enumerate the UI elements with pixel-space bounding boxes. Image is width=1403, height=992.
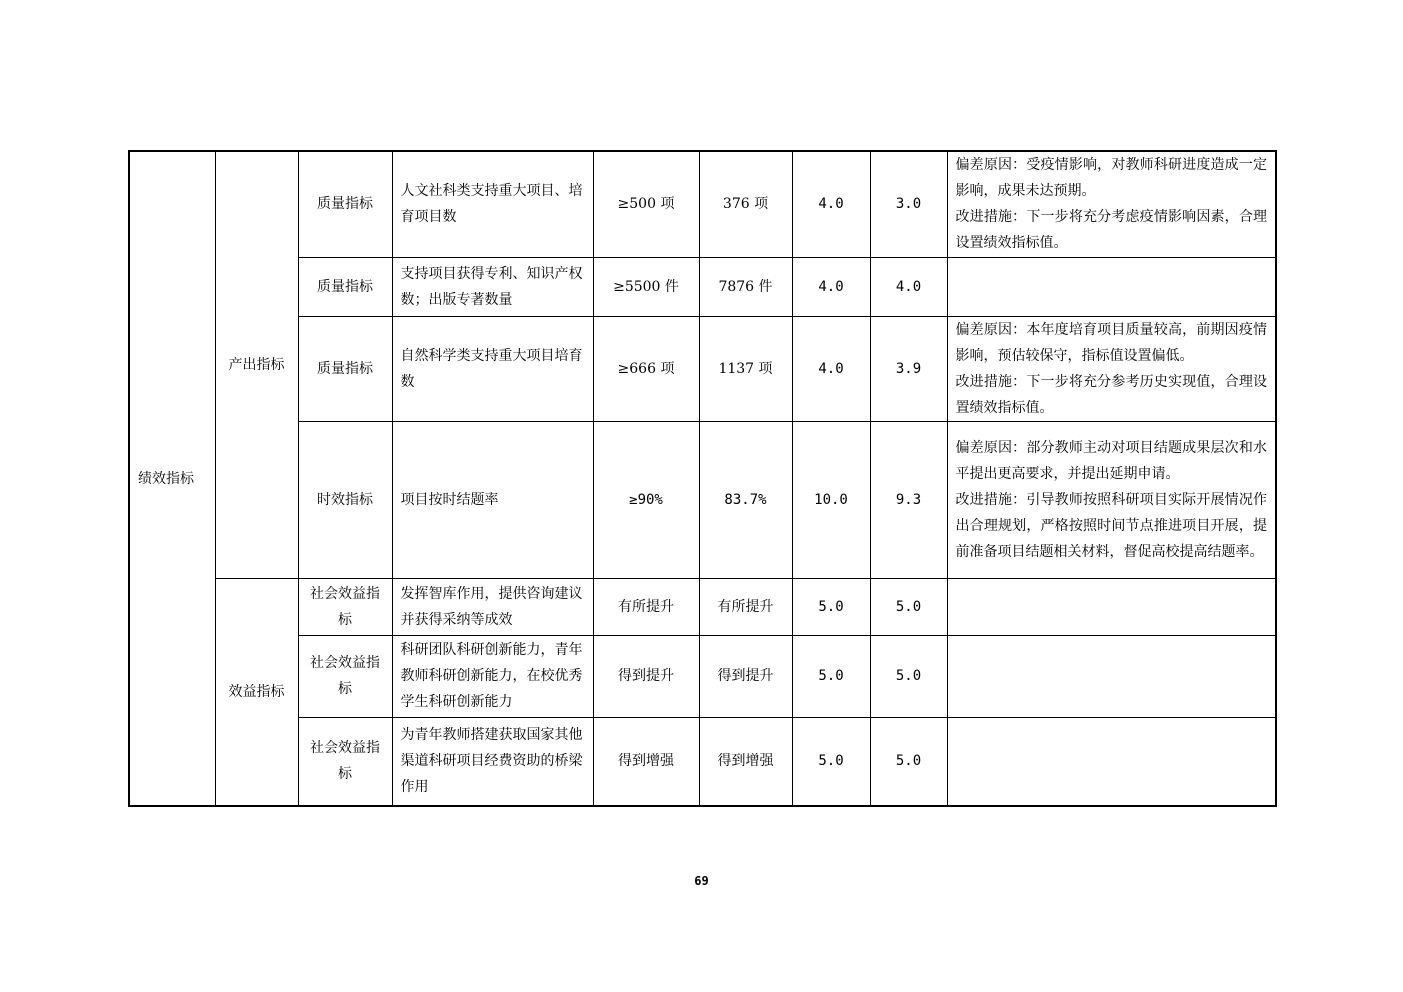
actual-cell: 7876 件 xyxy=(699,257,792,316)
actual-cell: 得到增强 xyxy=(699,717,792,806)
output-group-label: 产出指标 xyxy=(215,151,298,578)
score-cell: 5.0 xyxy=(870,635,947,717)
page-number: 69 xyxy=(694,874,709,888)
table-row xyxy=(129,421,1276,578)
indicator-cell: 质量指标 xyxy=(298,257,392,316)
deviation-cell xyxy=(947,151,1276,257)
level1-label: 绩效指标 xyxy=(129,151,215,806)
target-cell: ≥500 项 xyxy=(593,151,699,257)
deviation-reason: 偏差原因：部分教师主动对项目结题成果层次和水平提出更高要求，并提出延期申请。 xyxy=(955,439,1267,482)
table-row xyxy=(129,151,1276,257)
weight-cell: 4.0 xyxy=(792,151,870,257)
target-cell: 得到提升 xyxy=(593,635,699,717)
score-cell: 5.0 xyxy=(870,717,947,806)
deviation-cell xyxy=(947,316,1276,421)
indicator-cell: 时效指标 xyxy=(298,421,392,578)
indicator-cell: 质量指标 xyxy=(298,316,392,421)
actual-cell: 83.7% xyxy=(699,421,792,578)
benefit-group-label: 效益指标 xyxy=(215,578,298,806)
improvement-measure: 改进措施：引导教师按照科研项目实际开展情况作出合理规划，严格按照时间节点推进项目开展，提前准备项目结题相关材料，督促高校提高结题率。 xyxy=(955,491,1267,560)
deviation-cell xyxy=(947,421,1276,578)
deviation-cell xyxy=(947,635,1276,717)
target-cell: 得到增强 xyxy=(593,717,699,806)
target-cell: ≥666 项 xyxy=(593,316,699,421)
target-cell: ≥90% xyxy=(593,421,699,578)
improvement-measure: 改进措施：下一步将充分考虑疫情影响因素，合理设置绩效指标值。 xyxy=(955,209,1267,252)
weight-cell: 4.0 xyxy=(792,257,870,316)
table-row xyxy=(129,635,1276,717)
content-cell: 支持项目获得专利、知识产权数；出版专著数量 xyxy=(392,257,593,316)
score-cell: 5.0 xyxy=(870,578,947,635)
content-cell: 科研团队科研创新能力，青年教师科研创新能力，在校优秀学生科研创新能力 xyxy=(392,635,593,717)
target-cell: 有所提升 xyxy=(593,578,699,635)
score-cell: 3.0 xyxy=(870,151,947,257)
indicator-cell: 社会效益指标 xyxy=(298,717,392,806)
indicator-cell: 质量指标 xyxy=(298,151,392,257)
weight-cell: 10.0 xyxy=(792,421,870,578)
deviation-cell xyxy=(947,257,1276,316)
content-cell: 项目按时结题率 xyxy=(392,421,593,578)
content-cell: 人文社科类支持重大项目、培育项目数 xyxy=(392,151,593,257)
deviation-reason: 偏差原因：本年度培育项目质量较高，前期因疫情影响，预估较保守，指标值设置偏低。 xyxy=(955,321,1267,364)
actual-cell: 得到提升 xyxy=(699,635,792,717)
content-cell: 自然科学类支持重大项目培育数 xyxy=(392,316,593,421)
table-row xyxy=(129,316,1276,421)
table-row xyxy=(129,257,1276,316)
weight-cell: 5.0 xyxy=(792,717,870,806)
indicator-cell: 社会效益指标 xyxy=(298,578,392,635)
deviation-reason: 偏差原因：受疫情影响，对教师科研进度造成一定影响，成果未达预期。 xyxy=(955,157,1267,200)
deviation-cell xyxy=(947,717,1276,806)
score-cell: 4.0 xyxy=(870,257,947,316)
improvement-measure: 改进措施：下一步将充分参考历史实现值，合理设置绩效指标值。 xyxy=(955,373,1267,416)
actual-cell: 1137 项 xyxy=(699,316,792,421)
table-row xyxy=(129,717,1276,806)
content-cell: 为青年教师搭建获取国家其他渠道科研项目经费资助的桥梁作用 xyxy=(392,717,593,806)
indicator-cell: 社会效益指标 xyxy=(298,635,392,717)
actual-cell: 有所提升 xyxy=(699,578,792,635)
performance-table xyxy=(128,150,1277,807)
target-cell: ≥5500 件 xyxy=(593,257,699,316)
table-row xyxy=(129,578,1276,635)
weight-cell: 4.0 xyxy=(792,316,870,421)
weight-cell: 5.0 xyxy=(792,578,870,635)
score-cell: 3.9 xyxy=(870,316,947,421)
weight-cell: 5.0 xyxy=(792,635,870,717)
score-cell: 9.3 xyxy=(870,421,947,578)
content-cell: 发挥智库作用，提供咨询建议并获得采纳等成效 xyxy=(392,578,593,635)
actual-cell: 376 项 xyxy=(699,151,792,257)
deviation-cell xyxy=(947,578,1276,635)
